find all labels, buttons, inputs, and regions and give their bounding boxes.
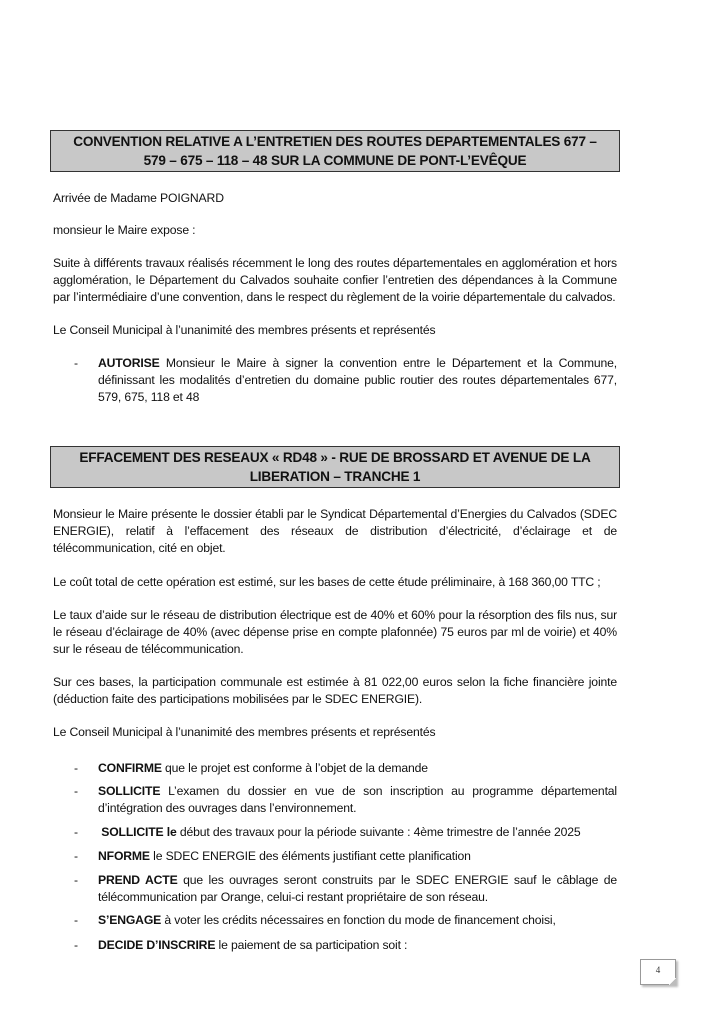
text-line: ENERGIE), relatif à l’effacement des réseaux de distribution d’électricité, d’éclairage et de bbox=[53, 523, 617, 538]
bullet-dash: - bbox=[74, 873, 78, 887]
bullet-dash: - bbox=[74, 356, 78, 370]
decision-text: NFORME le SDEC ENERGIE des éléments justifiant cette planification bbox=[98, 849, 471, 863]
decision-keyword: NFORME bbox=[98, 849, 150, 863]
section-title-line: LIBERATION – TRANCHE 1 bbox=[249, 469, 421, 484]
decision-keyword: SOLLICITE bbox=[98, 784, 161, 798]
section-title-convention bbox=[50, 130, 620, 172]
decision-item bbox=[68, 912, 617, 929]
decision-item bbox=[68, 848, 617, 865]
text-line: le réseau d’éclairage de 40% (avec dépense prise en compte plafonnée) 75 euros par ml de voirie) et 40% bbox=[53, 624, 617, 639]
text-line: Monsieur le Maire présente le dossier établi par le Syndicat Départemental d’Energies du Calvados (SDEC bbox=[53, 507, 617, 521]
section-title-line: 579 – 675 – 118 – 48 SUR LA COMMUNE DE PONT-L’EVÊQUE bbox=[143, 153, 527, 168]
decision-text: SOLLICITE le début des travaux pour la période suivante : 4ème trimestre de l’année 2025 bbox=[98, 825, 581, 839]
arrival-note: Arrivée de Madame POIGNARD bbox=[53, 191, 224, 205]
bullet-dash: - bbox=[74, 849, 78, 863]
decision-item bbox=[68, 824, 617, 841]
decision-text: télécommunication par Orange, celui-ci restant propriétaire de son réseau. bbox=[98, 889, 488, 904]
text-line: agglomération, le Département du Calvados souhaite confier l’entretien des dépendances à la Commune bbox=[53, 272, 617, 287]
text-line: Sur ces bases, la participation communale est estimée à 81 022,00 euros selon la fiche financière jointe bbox=[53, 675, 617, 689]
text-line: Suite à différents travaux réalisés récemment le long des routes départementales en agglomération et hors bbox=[53, 256, 617, 270]
decision-text: DECIDE D’INSCRIRE le paiement de sa participation soit : bbox=[98, 938, 408, 952]
decision-keyword: PREND ACTE bbox=[98, 873, 178, 887]
section-title-line: EFFACEMENT DES RESEAUX « RD48 » - RUE DE BROSSARD ET AVENUE DE LA bbox=[79, 450, 591, 465]
mayor-expose: monsieur le Maire expose : bbox=[53, 223, 196, 237]
section-title-line: CONVENTION RELATIVE A L’ENTRETIEN DES ROUTES DEPARTEMENTALES 677 – bbox=[73, 134, 597, 149]
decision-text: d’intégration des ouvrages dans l’environnement. bbox=[98, 800, 357, 815]
bullet-dash: - bbox=[74, 825, 78, 839]
text-line: Le taux d’aide sur le réseau de distribution électrique est de 40% et 60% pour la résorption des fils nus, sur bbox=[53, 608, 617, 622]
decision-text: AUTORISE Monsieur le Maire à signer la convention entre le Département et la Commune, bbox=[98, 356, 617, 370]
decision-item bbox=[68, 872, 617, 906]
bullet-dash: - bbox=[74, 784, 78, 798]
council-statement: Le Conseil Municipal à l’unanimité des membres présents et représentés bbox=[53, 725, 436, 739]
decision-item-autorise bbox=[68, 355, 617, 405]
bullet-dash: - bbox=[74, 913, 78, 927]
text-line: (déduction faite des participations mobilisées par le SDEC ENERGIE). bbox=[53, 691, 423, 706]
decision-text: PREND ACTE que les ouvrages seront construits par le SDEC ENERGIE sauf le câblage de bbox=[98, 873, 617, 887]
section-title-effacement bbox=[50, 446, 620, 488]
decision-text: CONFIRME que le projet est conforme à l’objet de la demande bbox=[98, 761, 428, 775]
decision-item bbox=[68, 937, 617, 954]
participation-paragraph bbox=[53, 674, 617, 708]
decision-text: 579, 675, 118 et 48 bbox=[98, 389, 200, 404]
decision-keyword: CONFIRME bbox=[98, 761, 162, 775]
decision-text: S’ENGAGE à voter les crédits nécessaires en fonction du mode de financement choisi, bbox=[98, 913, 556, 927]
council-statement: Le Conseil Municipal à l’unanimité des membres présents et représentés bbox=[53, 323, 436, 337]
cost-paragraph: Le coût total de cette opération est estimé, sur les bases de cette étude préliminaire, à 168 360,00 TTC ; bbox=[53, 575, 601, 589]
aid-rate-paragraph bbox=[53, 607, 617, 657]
decision-text: SOLLICITE L’examen du dossier en vue de son inscription au programme départemental bbox=[98, 784, 617, 798]
decision-keyword: AUTORISE bbox=[98, 356, 160, 370]
decision-keyword: SOLLICITE le bbox=[98, 825, 177, 839]
decision-keyword: S’ENGAGE bbox=[98, 913, 162, 927]
dossier-paragraph bbox=[53, 506, 617, 556]
bullet-dash: - bbox=[74, 938, 78, 952]
text-line: sur le réseau de télécommunication. bbox=[53, 641, 244, 656]
text-line: par l’intermédiaire d’une convention, dans le respect du règlement de la voirie départementale du calvados. bbox=[53, 289, 616, 304]
decision-item bbox=[68, 760, 617, 777]
bullet-dash: - bbox=[74, 761, 78, 775]
decision-keyword: DECIDE D’INSCRIRE bbox=[98, 938, 216, 952]
text-line: télécommunication, cité en objet. bbox=[53, 540, 226, 555]
decision-text: définissant les modalités d’entretien du domaine public routier des routes départementales 677, bbox=[98, 372, 617, 387]
convention-paragraph bbox=[53, 255, 617, 305]
decision-item bbox=[68, 783, 617, 817]
page-number: 4 bbox=[640, 959, 676, 985]
